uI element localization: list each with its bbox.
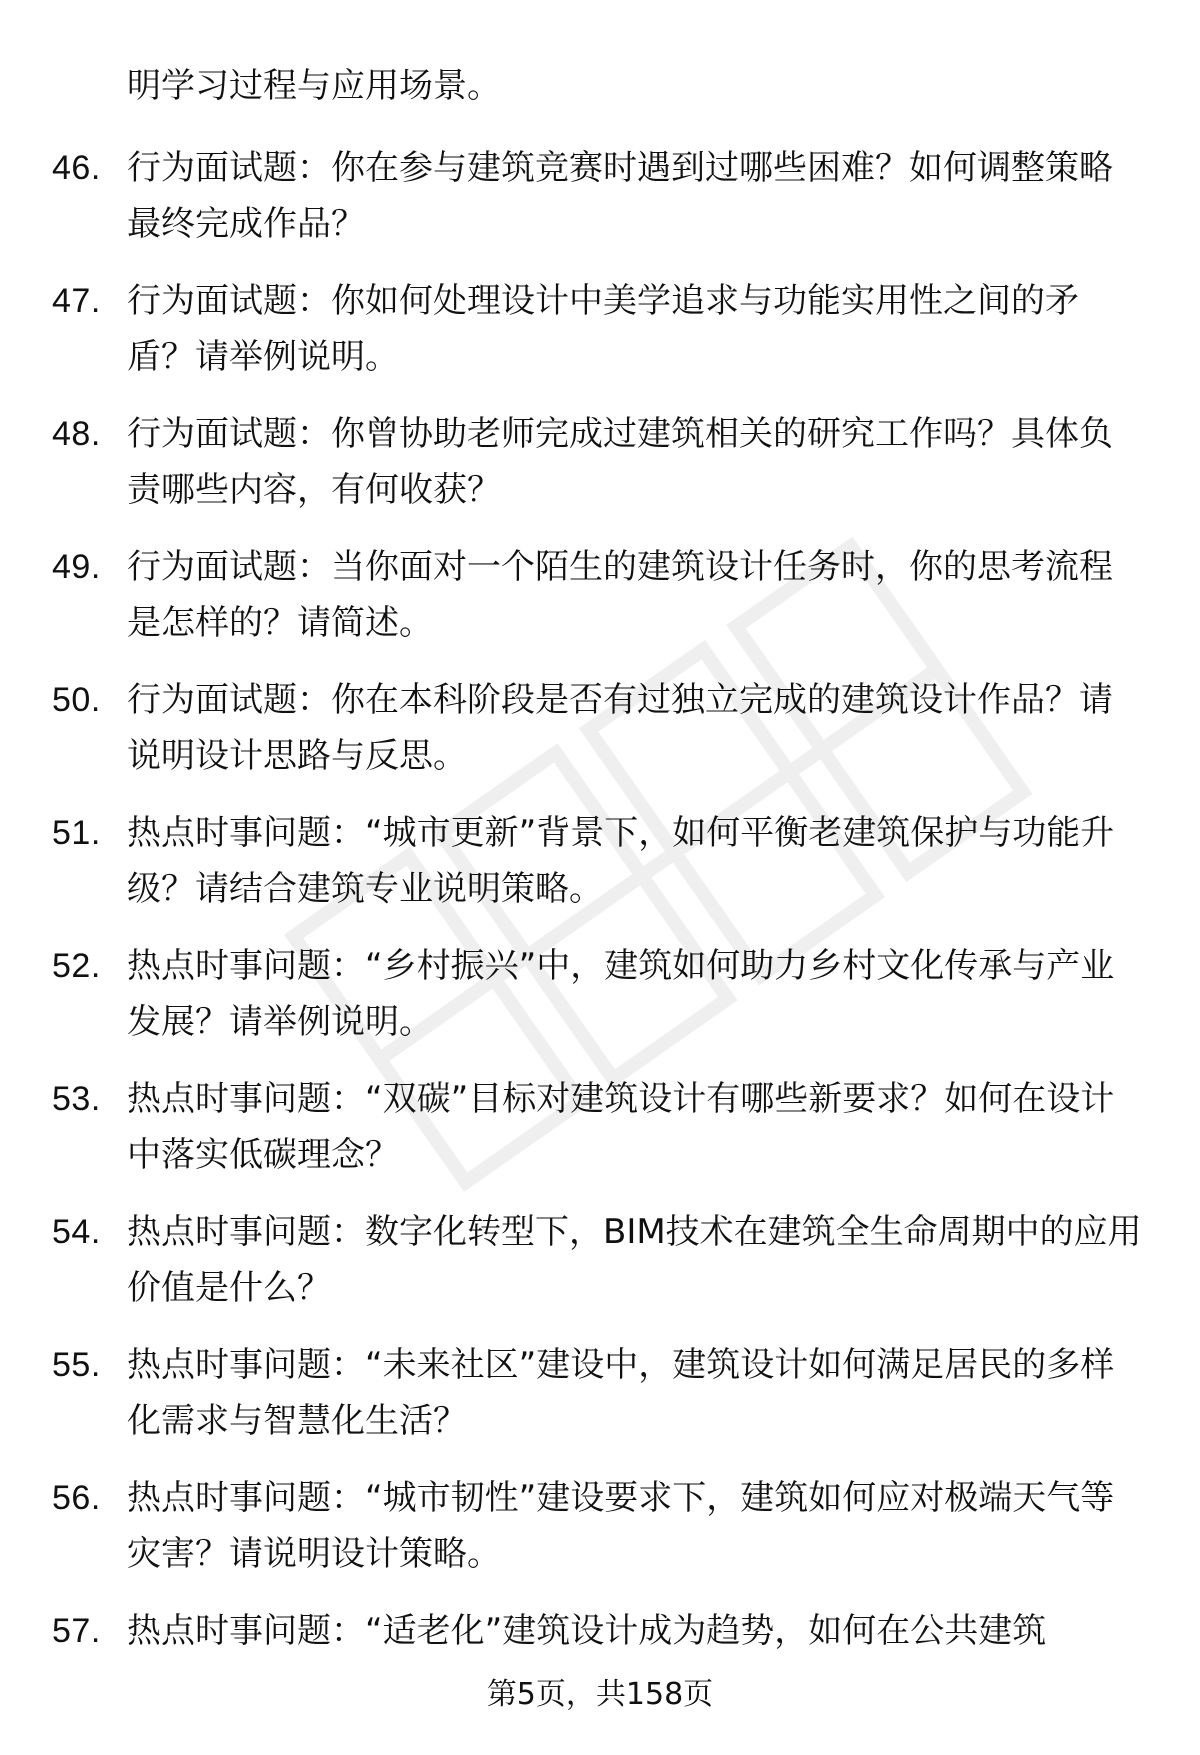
question-number: 53. xyxy=(52,1080,101,1118)
question-text: 热点时事问题：“城市更新”背景下，如何平衡老建筑保护与功能升级？请结合建筑专业说明策略。 xyxy=(127,813,1115,909)
question-item-55 xyxy=(0,1337,1200,1470)
question-item-49 xyxy=(0,539,1200,672)
question-number: 57. xyxy=(52,1612,101,1650)
question-number: 46. xyxy=(52,149,101,187)
question-item-53 xyxy=(0,1071,1200,1204)
question-number: 52. xyxy=(52,947,101,985)
question-item-51 xyxy=(0,805,1200,938)
question-item-47 xyxy=(0,273,1200,406)
question-number: 47. xyxy=(52,282,101,320)
question-text: 热点时事问题：“城市韧性”建设要求下，建筑如何应对极端天气等灾害？请说明设计策略。 xyxy=(127,1478,1115,1574)
question-text: 热点时事问题：“双碳”目标对建筑设计有哪些新要求？如何在设计中落实低碳理念？ xyxy=(127,1079,1115,1175)
question-number: 48. xyxy=(52,415,101,453)
question-text: 热点时事问题：数字化转型下，BIM技术在建筑全生命周期中的应用价值是什么？ xyxy=(127,1212,1142,1308)
question-text: 热点时事问题：“未来社区”建设中，建筑设计如何满足居民的多样化需求与智慧化生活？ xyxy=(127,1345,1115,1441)
continuation-text: 明学习过程与应用场景。 xyxy=(127,66,501,106)
question-text: 行为面试题：你在本科阶段是否有过独立完成的建筑设计作品？请说明设计思路与反思。 xyxy=(127,680,1113,776)
question-text: 热点时事问题：“乡村振兴”中，建筑如何助力乡村文化传承与产业发展？请举例说明。 xyxy=(127,946,1115,1042)
question-number: 50. xyxy=(52,681,101,719)
question-number: 54. xyxy=(52,1213,101,1251)
question-text: 行为面试题：你在参与建筑竞赛时遇到过哪些困难？如何调整策略最终完成作品？ xyxy=(127,148,1113,244)
question-number: 49. xyxy=(52,548,101,586)
question-item-56 xyxy=(0,1470,1200,1603)
question-number: 56. xyxy=(52,1479,101,1517)
question-text: 行为面试题：你如何处理设计中美学追求与功能实用性之间的矛盾？请举例说明。 xyxy=(127,281,1079,377)
question-item-50 xyxy=(0,672,1200,805)
question-item-46 xyxy=(0,140,1200,273)
question-item-57 xyxy=(0,1603,1200,1736)
question-text: 行为面试题：你曾协助老师完成过建筑相关的研究工作吗？具体负责哪些内容，有何收获？ xyxy=(127,414,1113,510)
question-item-48 xyxy=(0,406,1200,539)
question-text: 热点时事问题：“适老化”建筑设计成为趋势，如何在公共建筑 xyxy=(127,1611,1047,1651)
page-footer: 第5页，共158页 xyxy=(486,1677,714,1712)
question-item-54 xyxy=(0,1204,1200,1337)
question-number: 51. xyxy=(52,814,101,852)
question-text: 行为面试题：当你面对一个陌生的建筑设计任务时，你的思考流程是怎样的？请简述。 xyxy=(127,547,1113,643)
question-list xyxy=(0,140,1200,1736)
question-number: 55. xyxy=(52,1346,101,1384)
question-item-52 xyxy=(0,938,1200,1071)
